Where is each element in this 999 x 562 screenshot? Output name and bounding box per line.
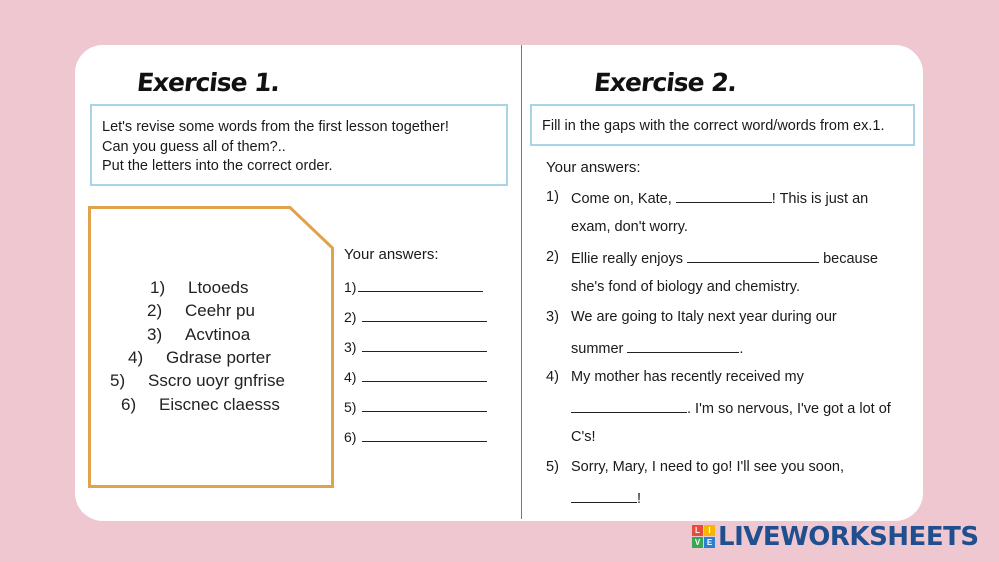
answer-number: 3) — [344, 339, 357, 355]
gap-blank-2[interactable] — [687, 249, 819, 263]
answer-row — [344, 397, 487, 415]
question-text: ! This is just an — [771, 191, 869, 207]
question-line — [571, 189, 868, 207]
question-line: My mother has recently received my — [571, 369, 804, 385]
answer-row — [344, 337, 487, 355]
question-line: We are going to Italy next year during our — [571, 309, 837, 325]
answer-number: 4) — [344, 369, 357, 385]
answer-row — [344, 367, 487, 385]
answer-blank-1[interactable] — [358, 277, 483, 292]
question-number: 4) — [546, 369, 559, 385]
scrambled-word: Gdrase porter — [166, 348, 271, 367]
question-line — [571, 399, 891, 417]
question-text: . — [739, 341, 744, 357]
item-number: 3) — [147, 325, 163, 344]
scrambled-word-item — [147, 325, 250, 345]
scrambled-word: Acvtinoa — [185, 325, 251, 344]
question-text: because — [819, 251, 878, 267]
question-line: C's! — [571, 429, 596, 445]
question-text: Come on, Kate, — [571, 191, 676, 207]
gap-blank-1[interactable] — [676, 189, 772, 203]
answer-number: 5) — [344, 399, 357, 415]
instruction-line: Fill in the gaps with the correct word/words from ex.1. — [542, 118, 885, 134]
question-number: 1) — [546, 189, 559, 205]
answer-number: 1) — [344, 279, 357, 295]
scrambled-word-item — [150, 278, 249, 298]
scrambled-word-item — [128, 348, 271, 368]
item-number: 6) — [121, 395, 137, 414]
answer-blank-2[interactable] — [362, 307, 487, 322]
question-number: 5) — [546, 459, 559, 475]
question-number: 3) — [546, 309, 559, 325]
answer-blank-5[interactable] — [362, 397, 487, 412]
gap-blank-4[interactable] — [571, 399, 687, 413]
scrambled-word-item — [147, 301, 255, 321]
instruction-line: Can you guess all of them?.. — [102, 138, 286, 155]
scrambled-word-item — [110, 371, 285, 391]
answer-row — [344, 427, 487, 445]
exercise-1-title: Exercise 1. — [135, 68, 281, 97]
exercise-2-title: Exercise 2. — [592, 68, 738, 97]
exercise-1-instructions — [90, 104, 508, 186]
instruction-line: Let's revise some words from the first lesson together! — [102, 119, 449, 135]
scrambled-word: Ltooeds — [188, 278, 249, 297]
exercise-2-instructions — [530, 104, 915, 146]
question-line: Sorry, Mary, I need to go! I'll see you soon, — [571, 459, 845, 475]
column-divider — [521, 45, 522, 519]
instruction-line: Put the letters into the correct order. — [102, 158, 333, 174]
answer-blank-4[interactable] — [362, 367, 487, 382]
question-text: summer — [571, 341, 628, 357]
item-number: 4) — [128, 348, 144, 367]
question-text: . I'm so nervous, I've got a lot of — [687, 401, 891, 417]
answer-blank-3[interactable] — [362, 337, 487, 352]
item-number: 5) — [110, 371, 126, 390]
question-line: she's fond of biology and chemistry. — [571, 279, 800, 295]
question-line — [571, 339, 743, 357]
question-text: Ellie really enjoys — [571, 251, 688, 267]
answer-row — [344, 307, 487, 325]
gap-blank-5[interactable] — [571, 489, 637, 503]
answer-number: 6) — [344, 429, 357, 445]
question-line — [571, 489, 641, 507]
answer-blank-6[interactable] — [362, 427, 487, 442]
question-number: 2) — [546, 249, 559, 265]
liveworksheets-logo — [692, 522, 979, 552]
item-number: 2) — [147, 301, 163, 320]
answer-number: 2) — [344, 309, 357, 325]
scrambled-word: Ceehr pu — [185, 301, 255, 320]
scrambled-word: Eiscnec claesss — [159, 395, 280, 414]
exercise-2-answers-title: Your answers: — [546, 159, 641, 176]
exercise-1-answers-title: Your answers: — [344, 246, 439, 263]
scrambled-words-box — [88, 206, 334, 488]
question-line — [571, 249, 878, 267]
item-number: 1) — [150, 278, 166, 297]
gap-blank-3[interactable] — [627, 339, 739, 353]
scrambled-word: Sscro uoyr gnfrise — [148, 371, 285, 390]
logo-text: LIVEWORKSHEETS — [718, 522, 979, 552]
scrambled-word-item — [121, 395, 280, 415]
answer-row — [344, 277, 483, 295]
question-text: ! — [637, 491, 642, 507]
question-line: exam, don't worry. — [571, 219, 688, 235]
logo-mark-icon: L I V E — [692, 525, 716, 549]
